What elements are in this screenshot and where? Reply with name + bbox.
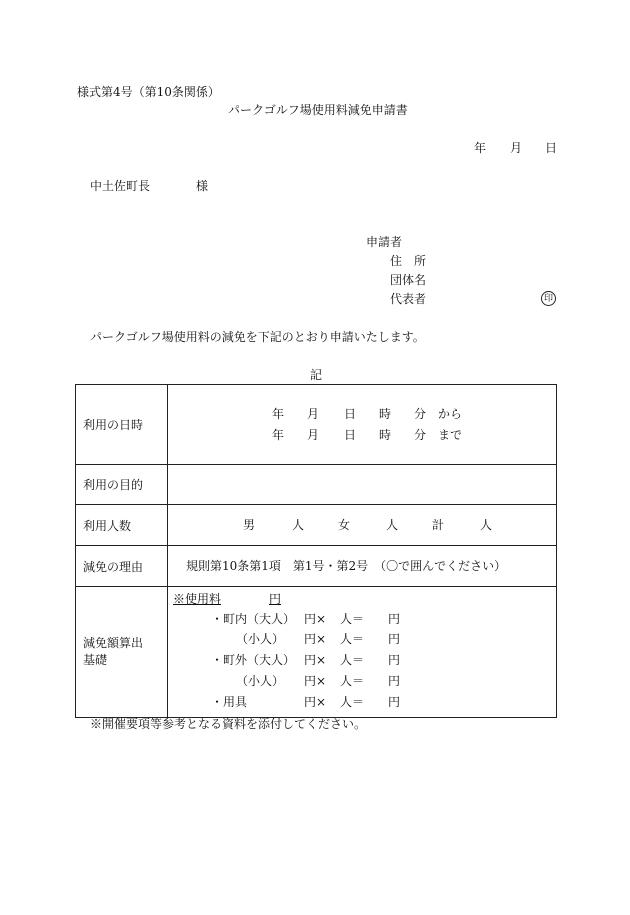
calc-yen-3: 円× [304, 674, 327, 688]
reason-text: 規則第10条第1項 第1号・第2号 （〇で囲んでください） [186, 559, 507, 573]
row-purpose [76, 465, 557, 505]
count-total-unit: 人 [480, 518, 493, 532]
date-year-label: 年 [474, 141, 487, 155]
calc-cat-3: （小人） [236, 674, 285, 688]
intro-text: パークゴルフ場使用料の減免を下記のとおり申請いたします。 [90, 330, 425, 344]
applicant-group-label: 団体名 [390, 273, 427, 287]
count-field[interactable] [168, 505, 557, 546]
calc-cat-0: ・町内（大人） [211, 612, 296, 626]
calc-field[interactable] [168, 587, 557, 718]
label-calc-line1: 減免額算出 [83, 636, 144, 651]
applicant-heading: 申請者 [366, 235, 403, 249]
calc-yen-0: 円× [304, 612, 327, 626]
row-count [76, 505, 557, 546]
calc-cat-2: ・町外（大人） [211, 653, 296, 667]
label-calc-line2: 基礎 [83, 653, 108, 667]
document-title: パークゴルフ場使用料減免申請書 [228, 103, 408, 117]
dt1-suffix: から [438, 407, 463, 421]
calc-persons-1: 人＝ [340, 632, 365, 646]
count-male-unit: 人 [292, 518, 305, 532]
application-table [75, 384, 557, 718]
count-female-unit: 人 [386, 518, 399, 532]
form-number: 様式第4号（第10条関係） [77, 85, 220, 99]
calc-result-2: 円 [388, 653, 401, 667]
dt1-hour: 時 [379, 407, 392, 421]
count-male-label: 男 [243, 518, 256, 532]
applicant-rep-label: 代表者 [390, 292, 427, 306]
date-day-label: 日 [545, 141, 558, 155]
calc-yen-2: 円× [304, 653, 327, 667]
dt1-month: 月 [307, 407, 320, 421]
calc-cat-4: ・用具 [211, 695, 248, 709]
label-purpose: 利用の目的 [76, 465, 168, 505]
dt2-year: 年 [272, 428, 285, 442]
row-reason [76, 546, 557, 587]
seal-mark: 印 [541, 291, 556, 306]
calc-yen-1: 円× [304, 632, 327, 646]
calc-persons-0: 人＝ [340, 612, 365, 626]
row-calc [76, 587, 557, 718]
datetime-field[interactable] [168, 385, 557, 465]
dt2-minute: 分 [414, 428, 427, 442]
calc-cat-1: （小人） [236, 632, 285, 646]
dt1-year: 年 [272, 407, 285, 421]
calc-persons-4: 人＝ [340, 695, 365, 709]
label-calc [76, 587, 168, 718]
purpose-field[interactable] [168, 465, 557, 505]
calc-result-3: 円 [388, 674, 401, 688]
fee-heading: ※使用料 円 [173, 592, 282, 606]
label-reason: 減免の理由 [76, 546, 168, 587]
addressee: 中土佐町長 [90, 179, 151, 193]
reason-field[interactable] [168, 546, 557, 587]
label-count: 利用人数 [76, 505, 168, 546]
dt2-month: 月 [307, 428, 320, 442]
count-female-label: 女 [338, 518, 351, 532]
count-total-label: 計 [432, 518, 445, 532]
calc-yen-4: 円× [304, 695, 327, 709]
applicant-address-label: 住 所 [390, 254, 427, 268]
calc-persons-2: 人＝ [340, 653, 365, 667]
date-month-label: 月 [510, 141, 523, 155]
row-datetime [76, 385, 557, 465]
ki-heading: 記 [310, 368, 323, 382]
dt2-suffix: まで [438, 428, 463, 442]
dt2-day: 日 [344, 428, 357, 442]
dt2-hour: 時 [379, 428, 392, 442]
label-datetime: 利用の日時 [76, 385, 168, 465]
addressee-honorific: 様 [196, 179, 209, 193]
footnote: ※開催要項等参考となる資料を添付してください。 [90, 717, 367, 731]
calc-result-4: 円 [388, 695, 401, 709]
calc-result-1: 円 [388, 632, 401, 646]
calc-persons-3: 人＝ [340, 674, 365, 688]
calc-result-0: 円 [388, 612, 401, 626]
dt1-day: 日 [344, 407, 357, 421]
dt1-minute: 分 [414, 407, 427, 421]
